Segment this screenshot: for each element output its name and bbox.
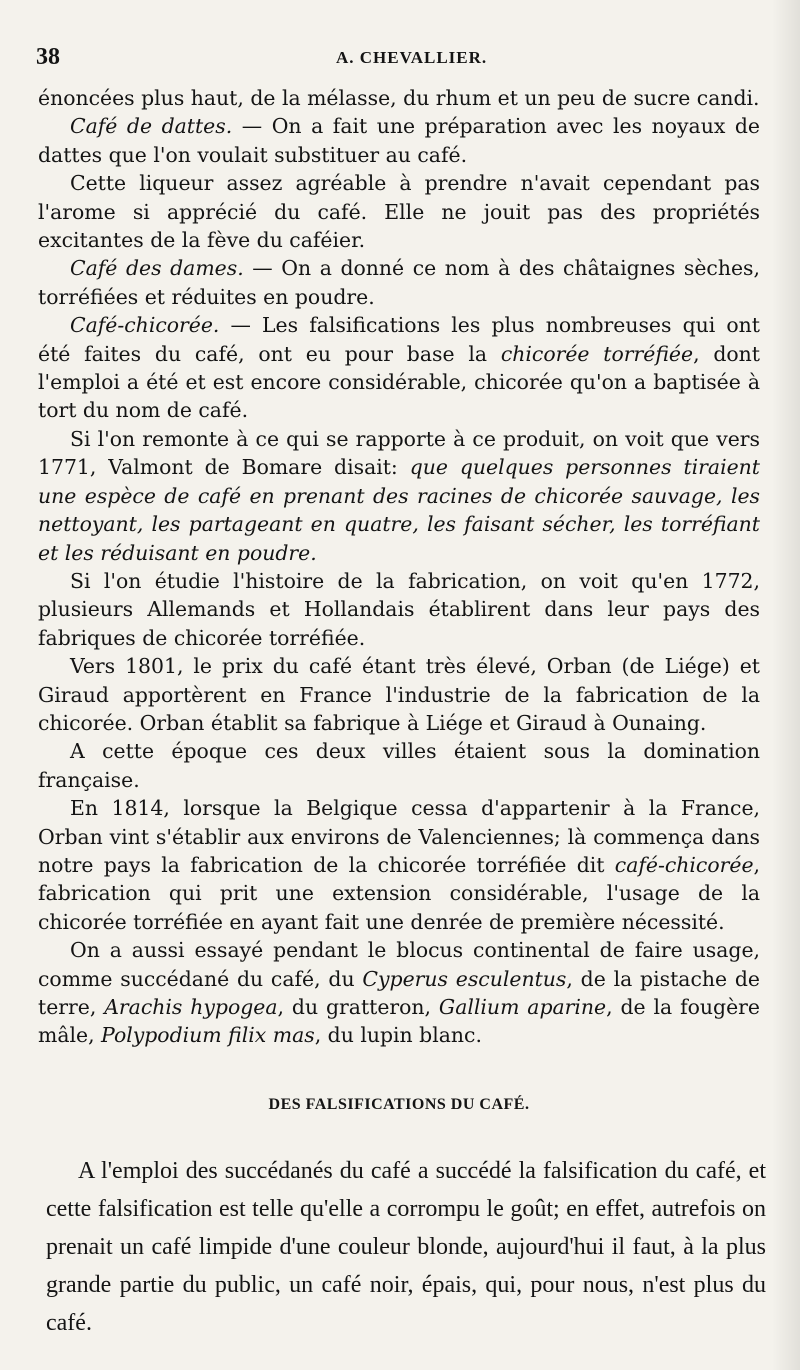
paragraph-text: Cette liqueur assez agréable à prendre n'avait cependant pas l'arome si apprécié du café. Elle ne jouit pas des propriétés excitantes de la fève du caféier. <box>38 171 760 253</box>
paragraph-text: , dont l'emploi a été et est encore considérable, chicorée qu'on a baptisée à tort du nom de café. <box>38 341 761 423</box>
paragraph <box>38 112 760 169</box>
paragraph-text: A l'emploi des succédanés du café a succédé la falsification du café, et cette falsification est telle qu'elle a corrompu le goût; en effet, autrefois on prenait un café limpide d'une couleur blonde, aujourd'hui il faut, à la plus grande partie du public, un café noir, épais, qui, pour nous, n'est plus du café. <box>46 1158 766 1336</box>
italic-term: chicorée torréfiée <box>500 341 694 366</box>
paragraph <box>46 1152 766 1342</box>
entry-title: Café de dattes. <box>70 114 233 139</box>
page-header <box>36 44 760 74</box>
species-name: Gallium aparine <box>438 995 607 1019</box>
paragraph-text: Si l'on étudie l'histoire de la fabrication, on voit qu'en 1772, plusieurs Allemands et Hollandais établirent dans leur pays des fabriques de chicorée torréfiée. <box>38 568 760 650</box>
paragraph <box>38 84 760 112</box>
paragraph-text: , du lupin blanc. <box>314 1023 482 1048</box>
paragraph-text: , du gratteron, <box>277 995 439 1019</box>
entry-title: Café-chicorée. <box>70 313 220 338</box>
paragraph-text: Si l'on remonte à ce qui se rapporte à ce produit, on voit que vers 1771, Valmont de Bomare disait: <box>38 426 760 480</box>
paragraph <box>38 567 760 652</box>
paragraph-text: — On a donné ce nom à des châtaignes sèches, torréfiées et réduites en poudre. <box>38 256 760 309</box>
page-edge-shadow <box>772 0 800 1370</box>
paragraph-text: — On a fait une préparation avec les noyaux de dattes que l'on voulait substituer au café. <box>38 114 760 167</box>
paragraph <box>38 652 760 737</box>
paragraph <box>38 169 760 254</box>
paragraph-text: — Les falsifications les plus nombreuses qui ont été faites du café, ont eu pour base la <box>38 313 760 366</box>
body-text <box>38 84 760 1050</box>
paragraph-text: Vers 1801, le prix du café étant très élevé, Orban (de Liége) et Giraud apportèrent en France l'industrie de la fabrication de la chicorée. Orban établit sa fabrique à Liége et Giraud à Ounaing. <box>38 654 760 735</box>
species-name: Polypodium filix mas <box>101 1023 315 1048</box>
paragraph-text: A cette époque ces deux villes étaient sous la domination française. <box>38 739 760 792</box>
running-head: A. CHEVALLIER. <box>336 48 488 67</box>
paragraph-text: On a aussi essayé pendant le blocus continental de faire usage, comme succédané du café, du <box>38 938 760 991</box>
paragraph-text: En 1814, lorsque la Belgique cessa d'appartenir à la France, Orban vint s'établir aux environs de Valenciennes; là commença dans notre pays la fabrication de la chicorée torréfiée dit <box>38 796 760 877</box>
paragraph <box>38 794 760 936</box>
paragraph-text: , fabrication qui prit une extension considérable, l'usage de la chicorée torréfiée en ayant fait une denrée de première nécessité. <box>38 852 760 934</box>
paragraph <box>38 254 760 311</box>
entry-title: Café des dames. <box>70 256 244 281</box>
italic-term: café-chicorée <box>614 852 754 877</box>
section-text <box>46 1152 766 1342</box>
species-name: Arachis hypogea <box>104 995 278 1019</box>
paragraph-text: énoncées plus haut, de la mélasse, du rhum et un peu de sucre candi. <box>38 86 760 110</box>
section-heading: DES FALSIFICATIONS DU CAFÉ. <box>268 1096 530 1113</box>
page-number: 38 <box>36 44 60 70</box>
paragraph-text: , de la fougère mâle, <box>38 995 760 1048</box>
paragraph <box>38 737 760 794</box>
paragraph-text: , de la pistache de terre, <box>38 966 760 1019</box>
paragraph <box>38 936 760 1050</box>
paragraph <box>38 425 760 567</box>
italic-quote: que quelques personnes tiraient une espèce de café en prenant des racines de chicorée sauvage, les nettoyant, les partageant en quatre, les faisant sécher, les torréfiant et les réduisant en poudre. <box>38 455 760 565</box>
species-name: Cyperus esculentus <box>362 966 567 991</box>
paragraph <box>38 311 760 425</box>
